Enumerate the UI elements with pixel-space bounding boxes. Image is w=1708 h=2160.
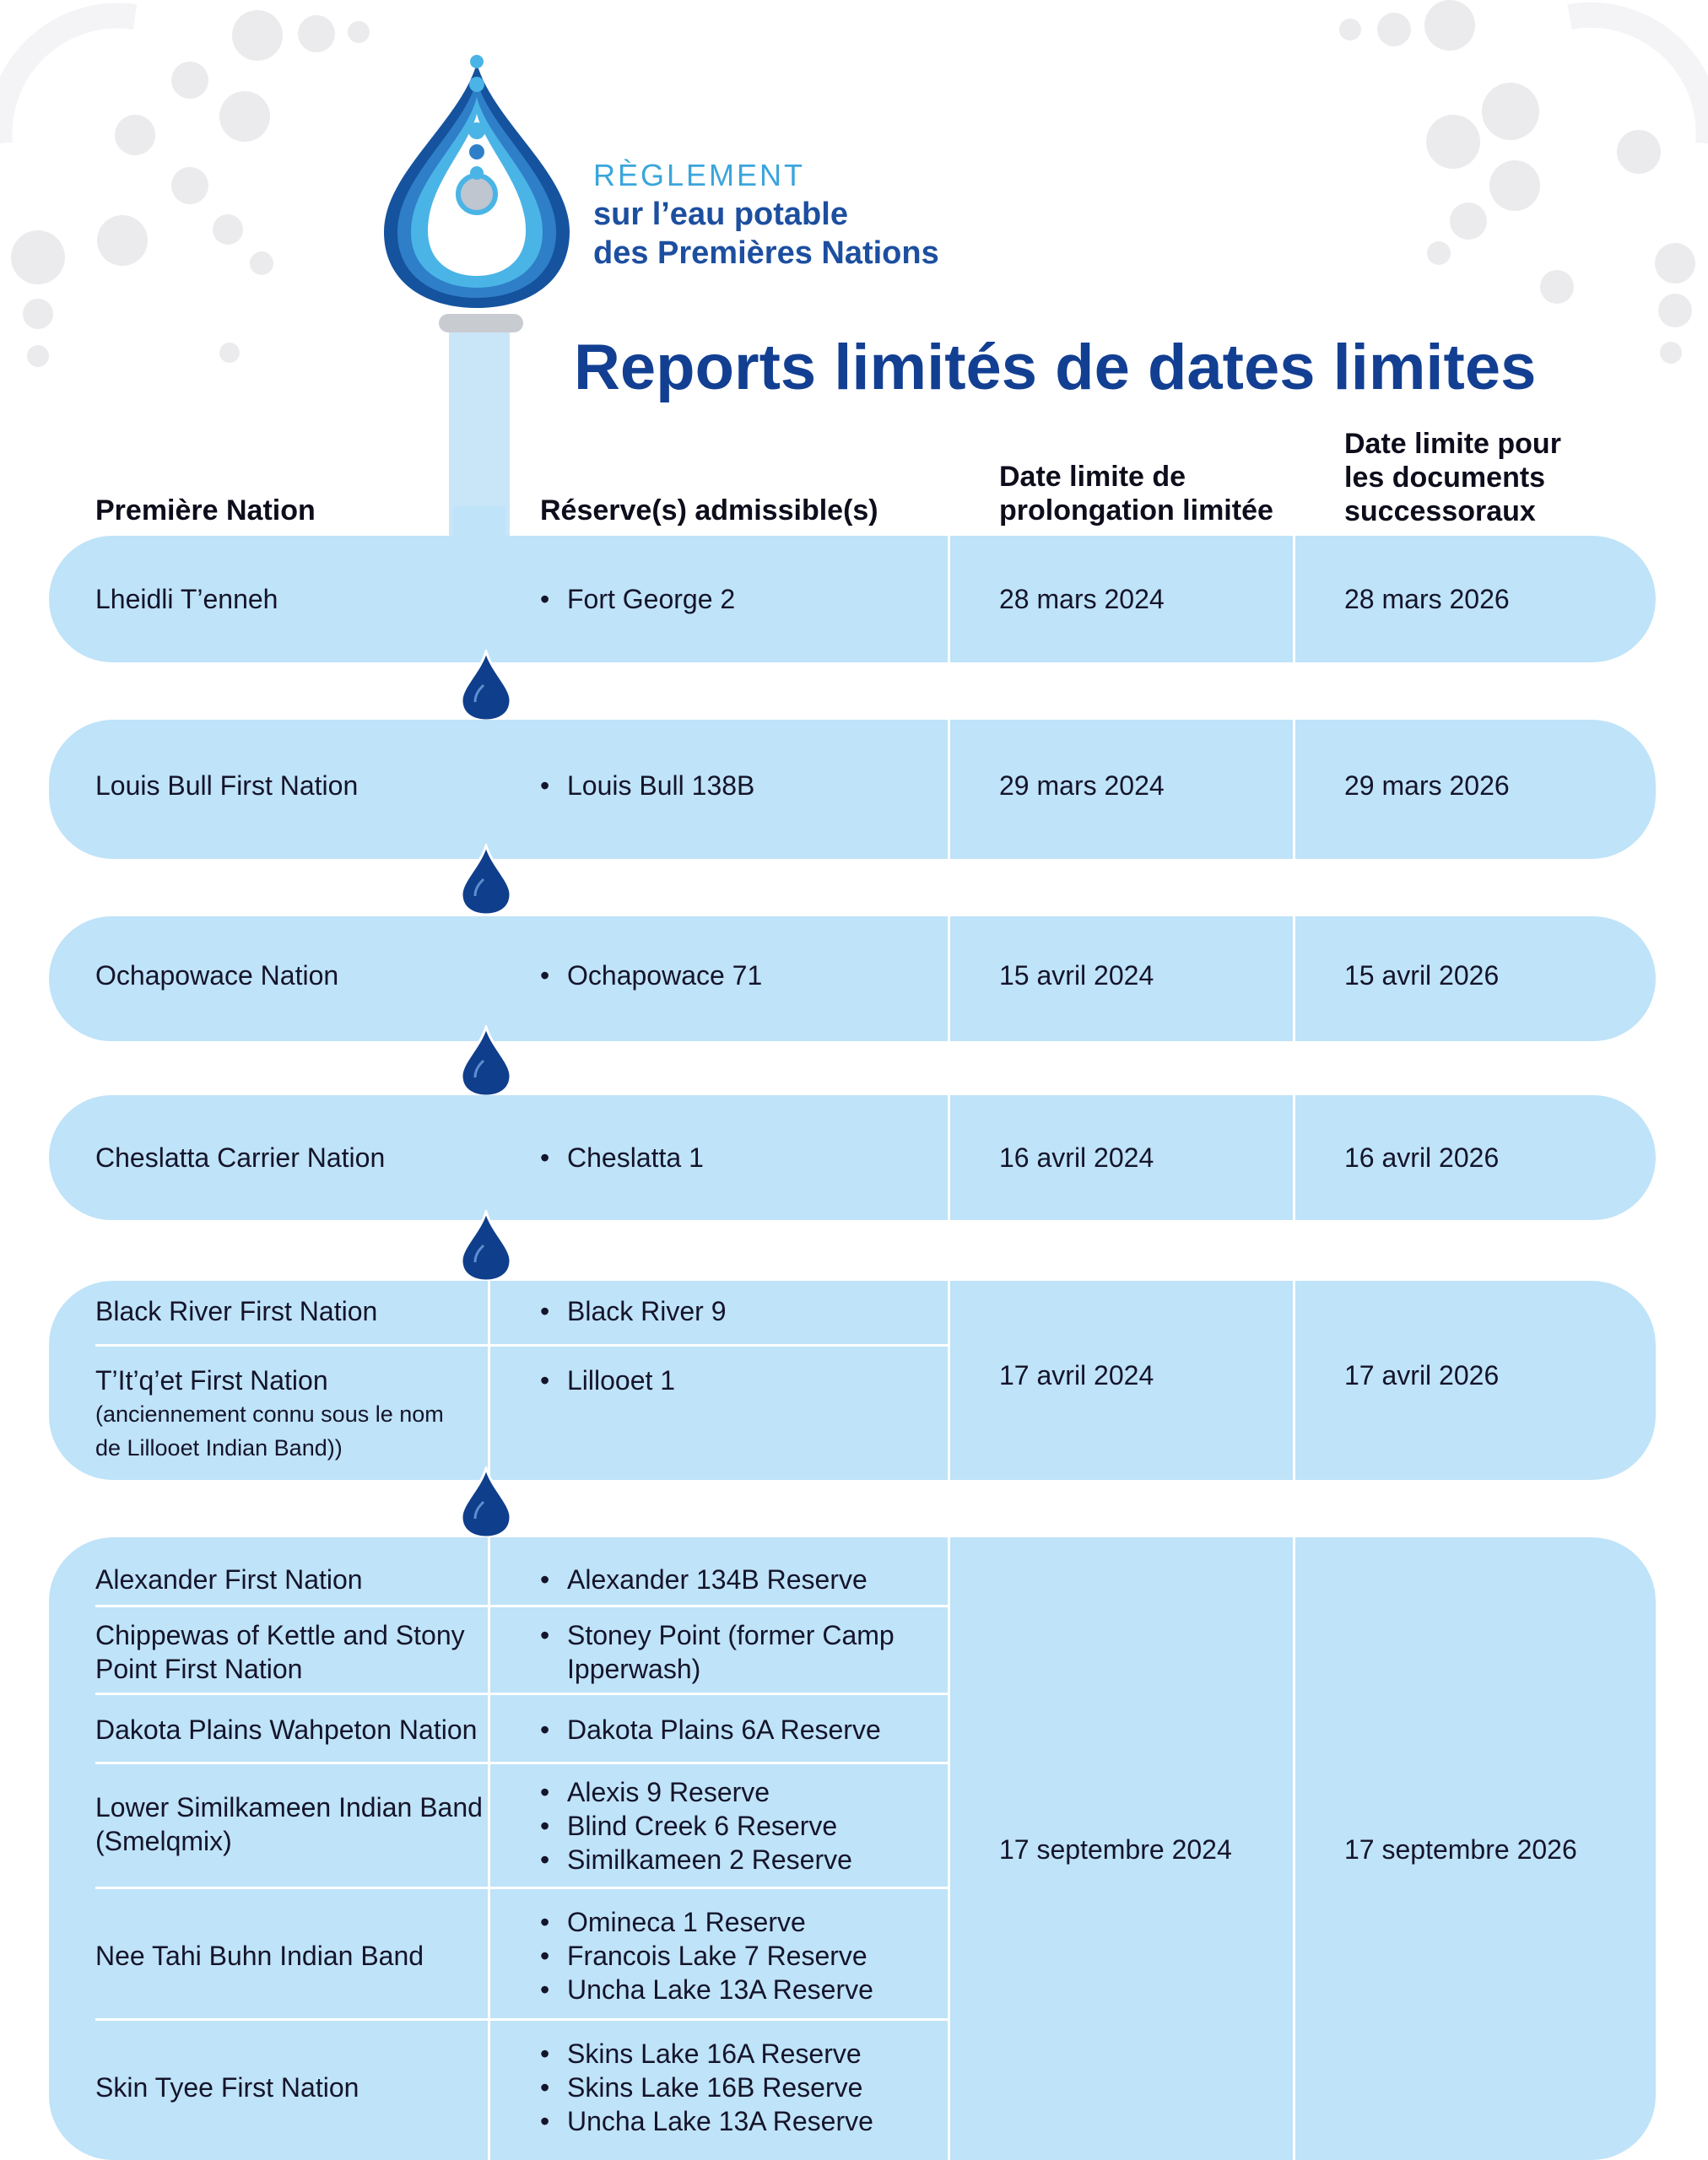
extension-date: 29 mars 2024 (999, 770, 1165, 801)
table-row-group (49, 1537, 1656, 2160)
column-divider (1293, 1095, 1295, 1220)
header-extension-line-2: prolongation limitée (999, 494, 1273, 526)
nation-name: Alexander First Nation (95, 1564, 363, 1595)
column-divider (948, 1281, 950, 1480)
nation-name: Dakota Plains Wahpeton Nation (95, 1714, 478, 1745)
header-extension-date (999, 460, 1273, 527)
reserve-name: • Stoney Point (former Camp (540, 1618, 895, 1652)
extension-date: 16 avril 2024 (999, 1142, 1154, 1173)
header-extension-line-1: Date limite de (999, 461, 1186, 493)
extension-date: 28 mars 2024 (999, 584, 1165, 614)
succession-date: 28 mars 2026 (1344, 584, 1510, 614)
reserve-name: • Francois Lake 7 Reserve (540, 1939, 868, 1973)
reserve-name: • Black River 9 (540, 1294, 727, 1328)
nation-name: Lheidli T’enneh (95, 584, 278, 614)
succession-date: 17 avril 2026 (1344, 1360, 1500, 1390)
extension-date: 15 avril 2024 (999, 960, 1154, 991)
column-divider (1293, 536, 1295, 662)
header-succession-date (1344, 427, 1561, 528)
page-title: Reports limités de dates limites (574, 332, 1537, 403)
table-row-group (49, 1281, 1656, 1480)
table-row (49, 916, 1656, 1041)
reserve-name: • Skins Lake 16A Reserve (540, 2037, 862, 2071)
succession-date: 29 mars 2026 (1344, 770, 1510, 801)
nation-name: Chippewas of Kettle and Stony (95, 1620, 465, 1650)
reserve-name: • Uncha Lake 13A Reserve (540, 1973, 873, 2006)
logo-line-1: RÈGLEMENT (593, 158, 806, 192)
reserve-name: • Fort George 2 (540, 582, 735, 616)
column-divider (948, 916, 950, 1041)
nation-name: Cheslatta Carrier Nation (95, 1142, 386, 1173)
logo-line-3: des Premières Nations (593, 235, 939, 271)
table-row (49, 1095, 1656, 1220)
header-nation (95, 494, 316, 527)
nation-name-cont: (Smelqmix) (95, 1826, 232, 1856)
column-divider (948, 720, 950, 859)
nation-name: Black River First Nation (95, 1296, 378, 1326)
water-drop-logo-icon (376, 46, 578, 316)
header-succession-line-1: Date limite pour (1344, 428, 1561, 460)
reserve-name: • Dakota Plains 6A Reserve (540, 1713, 881, 1747)
header-succession-line-2: les documents (1344, 462, 1546, 494)
reserve-name: • Similkameen 2 Reserve (540, 1843, 852, 1876)
water-drop-icon (458, 1025, 514, 1098)
reserve-name: • Lillooet 1 (540, 1364, 675, 1397)
reserve-name: • Uncha Lake 13A Reserve (540, 2104, 873, 2138)
succession-date: 17 septembre 2026 (1344, 1834, 1577, 1865)
table-row (49, 536, 1656, 662)
nation-name: Ochapowace Nation (95, 960, 339, 991)
nation-name: Skin Tyee First Nation (95, 2072, 359, 2103)
nation-name: Louis Bull First Nation (95, 770, 359, 801)
nation-name: Nee Tahi Buhn Indian Band (95, 1941, 424, 1971)
header-succession-line-3: successoraux (1344, 495, 1536, 527)
nation-note: de Lillooet Indian Band)) (95, 1435, 343, 1461)
reserve-name: • Skins Lake 16B Reserve (540, 2071, 862, 2104)
header-nation-label: Première Nation (95, 494, 316, 526)
nation-name: Lower Similkameen Indian Band (95, 1792, 483, 1822)
column-divider (1293, 720, 1295, 859)
row-divider (95, 2018, 948, 2021)
column-divider (948, 1095, 950, 1220)
reserve-name: • Cheslatta 1 (540, 1141, 704, 1174)
row-divider (95, 1344, 948, 1347)
reserve-name: • Louis Bull 138B (540, 769, 754, 802)
column-divider (1293, 916, 1295, 1041)
water-drop-icon (458, 650, 514, 722)
reserve-name: • Ochapowace 71 (540, 958, 762, 992)
succession-date: 15 avril 2026 (1344, 960, 1500, 991)
logo-line-2: sur l’eau potable (593, 197, 848, 232)
column-divider (948, 536, 950, 662)
row-divider (95, 1887, 948, 1889)
row-divider (95, 1605, 948, 1607)
reserve-name-cont: Ipperwash) (567, 1654, 701, 1684)
header-reserve-label: Réserve(s) admissible(s) (540, 494, 878, 526)
column-divider (948, 1537, 950, 2160)
header-reserve (540, 494, 878, 527)
nation-name: T’It’q’et First Nation (95, 1365, 328, 1396)
extension-date: 17 septembre 2024 (999, 1834, 1232, 1865)
column-divider (1293, 1537, 1295, 2160)
table-row (49, 720, 1656, 859)
reserve-name: • Alexander 134B Reserve (540, 1563, 868, 1596)
logo-text (593, 156, 939, 273)
column-divider (1293, 1281, 1295, 1480)
column-divider (488, 1537, 490, 2160)
water-drop-icon (458, 1466, 514, 1539)
row-divider (95, 1693, 948, 1695)
nation-name-cont: Point First Nation (95, 1654, 303, 1684)
reserve-name: • Omineca 1 Reserve (540, 1905, 806, 1939)
column-divider (488, 1281, 490, 1480)
row-divider (95, 1762, 948, 1764)
nation-note: (anciennement connu sous le nom (95, 1401, 444, 1427)
succession-date: 16 avril 2026 (1344, 1142, 1500, 1173)
pipe-cap (439, 314, 523, 332)
pipe-join (453, 506, 505, 540)
water-drop-icon (458, 1210, 514, 1282)
reserve-name: • Alexis 9 Reserve (540, 1775, 770, 1809)
water-drop-icon (458, 844, 514, 916)
reserve-name: • Blind Creek 6 Reserve (540, 1809, 837, 1843)
extension-date: 17 avril 2024 (999, 1360, 1154, 1390)
